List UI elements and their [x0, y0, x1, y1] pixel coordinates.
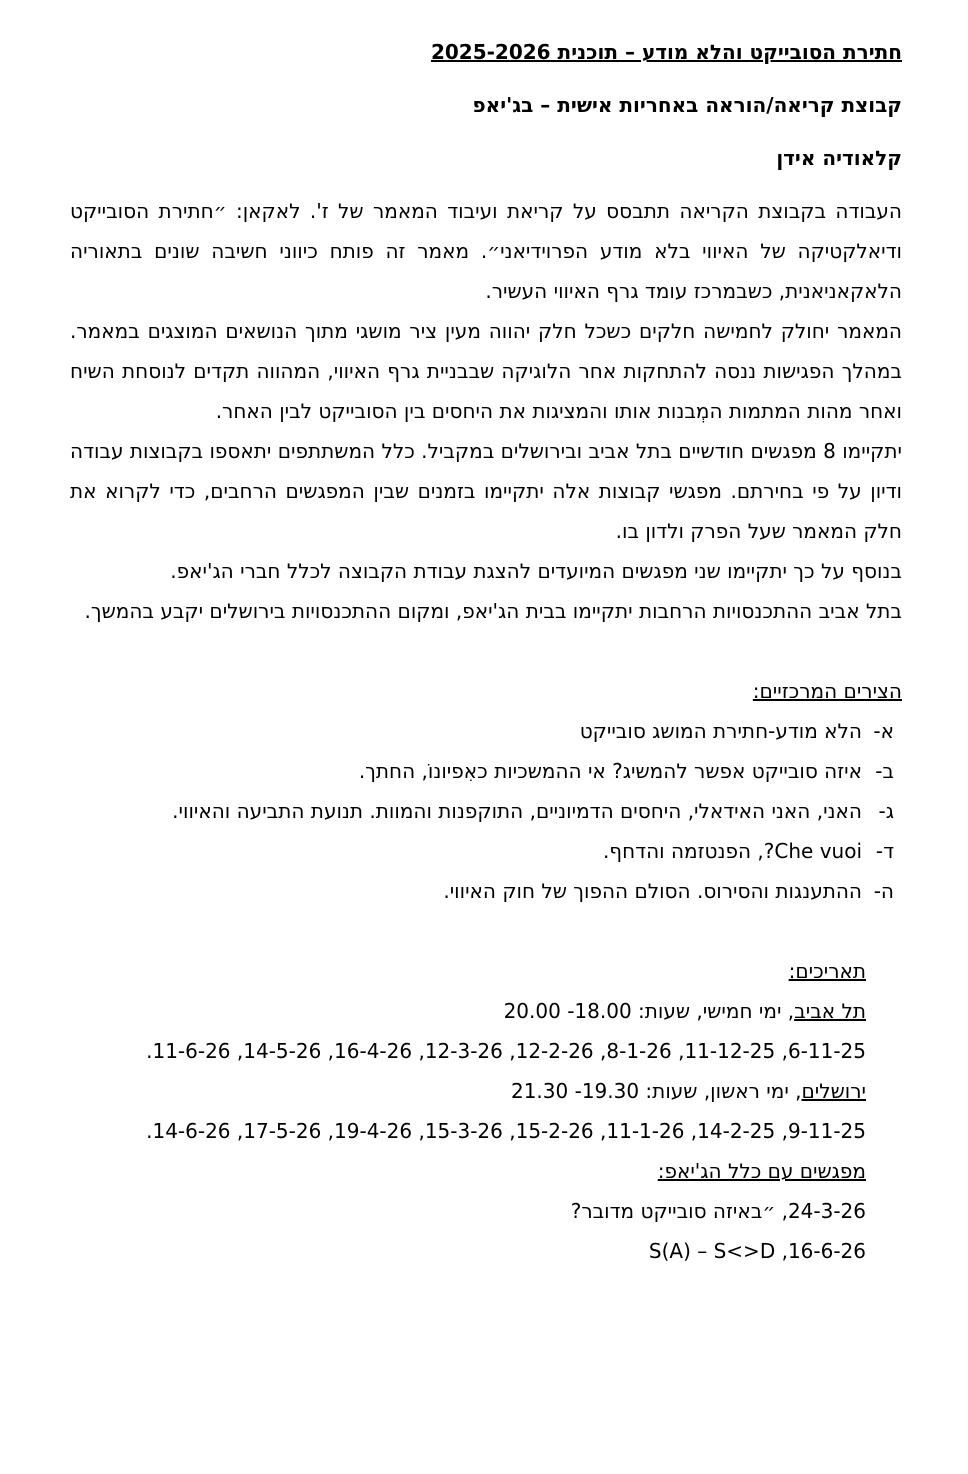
- jerusalem-city: ירושלים: [801, 1079, 866, 1103]
- list-item: [70, 791, 902, 831]
- list-item-text: ההתענגות והסירוס. הסולם ההפוך של חוק האיווי.: [443, 879, 862, 903]
- jerusalem-schedule-text: , ימי ראשון, שעות: 19.30- 21.30: [510, 1079, 802, 1103]
- intro-paragraph-1: העבודה בקבוצת הקריאה תתבסס על קריאת ועיבוד המאמר של ז'. לאקאן: ״חתירת הסובייקט ודיאלקטיקה של האיווי בלא מודע הפרוידיאני״. מאמר זה פותח כיווני חשיבה שונים בתאוריה הלאקאניאנית, כשבמרכז עומד גרף האיווי העשיר.: [70, 199, 902, 303]
- list-item: [70, 751, 902, 791]
- document-title: חתירת הסובייקט והלא מודע – תוכנית 2025-2026: [430, 40, 902, 64]
- list-item-text: האני, האני האידאלי, היחסים הדמיוניים, התוקפנות והמוות. תנועת התביעה והאיווי.: [172, 799, 862, 823]
- list-item-letter: א-: [873, 719, 894, 743]
- section-spacer: [70, 911, 902, 951]
- dates-section: [70, 951, 902, 1271]
- list-item: [70, 871, 902, 911]
- general-meeting-1: 24-3-26, ״באיזה סובייקט מדובר?: [570, 1199, 866, 1223]
- intro-paragraph-3: יתקיימו 8 מפגשים חודשיים בתל אביב ובירושלים במקביל. כלל המשתתפים יתאספו בקבוצות עבודה ודיון על פי בחירתם. מפגשי קבוצות אלה יתקיימו בזמנים שבין המפגשים הרחבים, כדי לקרוא את חלק המאמר שעל הפרק ולדון בו.: [70, 439, 902, 543]
- list-item-text: הלא מודע-חתירת המושג סובייקט: [579, 719, 862, 743]
- section-spacer: [70, 631, 902, 671]
- author-name: קלאודיה אידן: [776, 146, 902, 170]
- dates-heading: תאריכים:: [788, 959, 866, 983]
- telaviv-schedule-text: , ימי חמישי, שעות: 18.00- 20.00: [503, 999, 795, 1023]
- list-item-text: איזה סובייקט אפשר להמשיג? אי ההמשכיות כאִפיונוֹ, החתך.: [358, 759, 862, 783]
- telaviv-city: תל אביב: [794, 999, 866, 1023]
- general-meeting-2: 16-6-26, S(A) – S<>D: [648, 1239, 866, 1263]
- jerusalem-dates: 9-11-25, 14-2-25, 11-1-26, 15-2-26, 15-3-26, 19-4-26, 17-5-26, 14-6-26.: [146, 1119, 866, 1143]
- list-item-letter: ד-: [875, 839, 894, 863]
- list-item-letter: ה-: [873, 879, 894, 903]
- intro-paragraph-2: המאמר יחולק לחמישה חלקים כשכל חלק יהווה מעין ציר מושגי מתוך הנושאים המוצגים במאמר. במהלך הפגישות ננסה להתחקות אחר הלוגיקה שבבניית גרף האיווי, המהווה תקדים לנוסחת השיח ואחר מהות המתמות המְבנות אותו והמציגות את היחסים בין הסובייקט לבין האחר.: [70, 319, 902, 423]
- intro-paragraph-4: בנוסף על כך יתקיימו שני מפגשים המיועדים להצגת עבודת הקבוצה לכלל חברי הג'יאפ.: [170, 559, 902, 583]
- axes-heading: הצירים המרכזיים:: [752, 679, 902, 703]
- list-item-letter: ג-: [878, 799, 894, 823]
- general-meetings-heading: מפגשים עם כלל הג'יאפ:: [657, 1159, 866, 1183]
- jerusalem-schedule: [70, 1071, 866, 1111]
- list-item-letter: ב-: [875, 759, 894, 783]
- group-heading: קבוצת קריאה/הוראה באחריות אישית – בג'יאפ: [472, 93, 902, 117]
- list-item-text: Che vuoi?, הפנטזמה והדחף.: [602, 839, 862, 863]
- list-item: [70, 831, 902, 871]
- list-item: [70, 711, 902, 751]
- telaviv-schedule: [70, 991, 866, 1031]
- axes-list: [70, 711, 902, 911]
- telaviv-dates: 6-11-25, 11-12-25, 8-1-26, 12-2-26, 12-3-26, 16-4-26, 14-5-26, 11-6-26.: [146, 1039, 866, 1063]
- intro-paragraph-5: בתל אביב ההתכנסויות הרחבות יתקיימו בבית הג'יאפ, ומקום ההתכנסויות בירושלים יקבע בהמשך.: [84, 599, 902, 623]
